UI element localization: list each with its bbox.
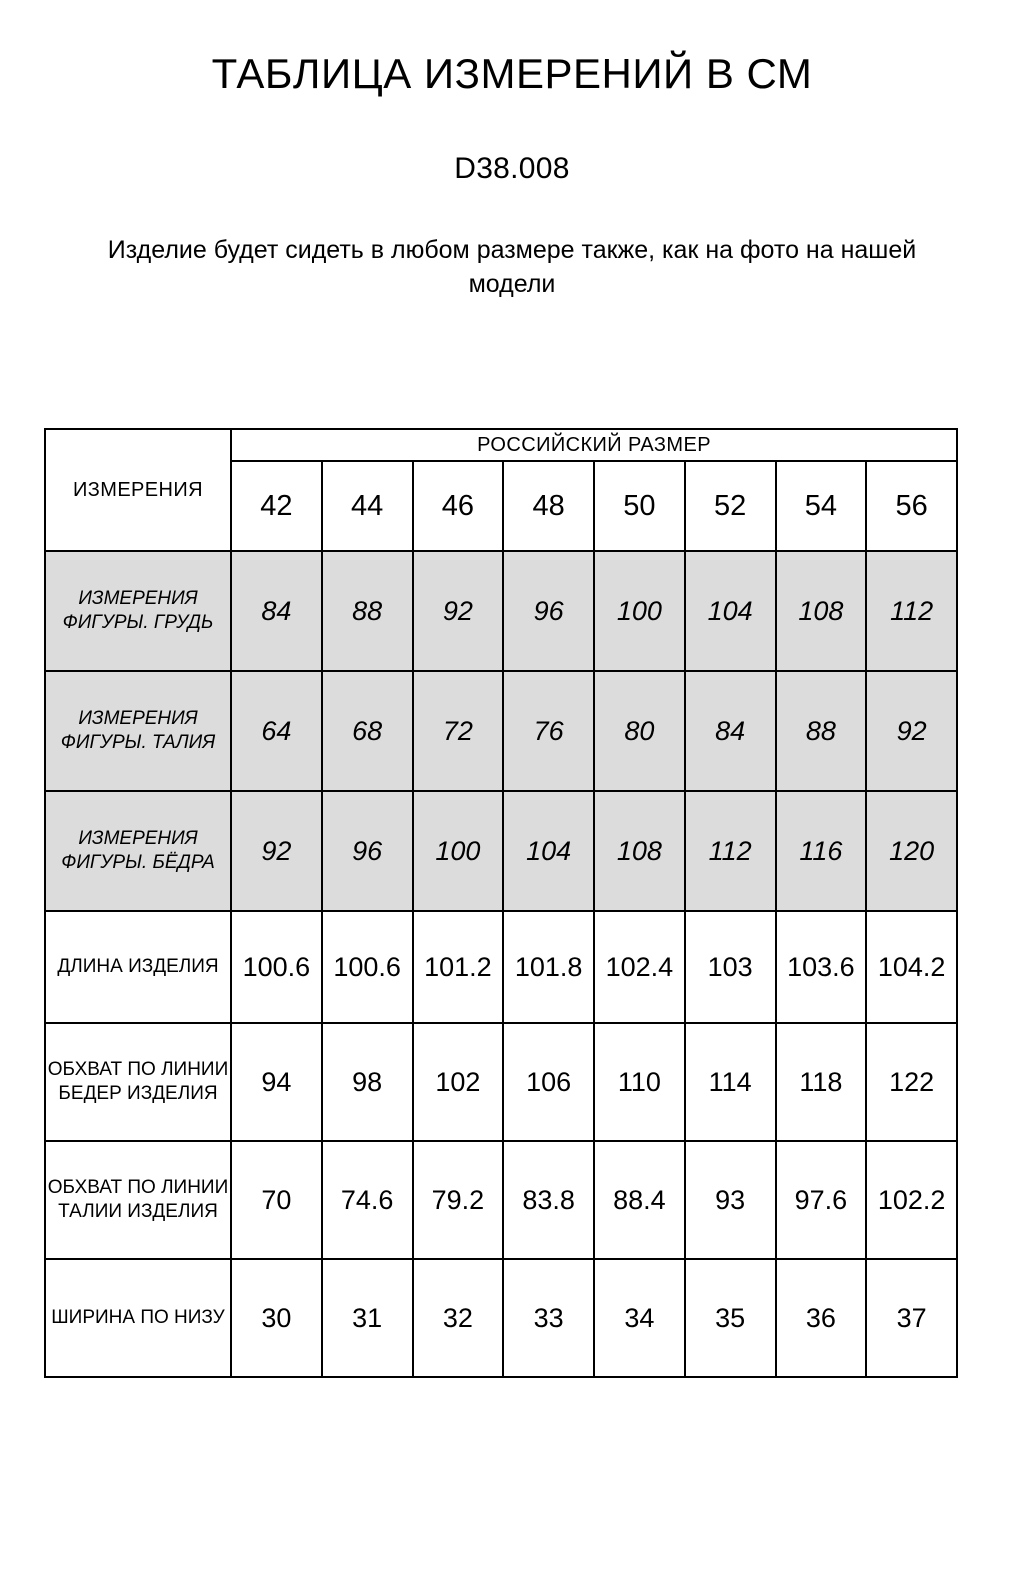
size-header-48: 48 [503,461,594,551]
cell-value: 72 [413,671,504,791]
cell-value: 104.2 [866,911,957,1023]
row-label: ДЛИНА ИЗДЕЛИЯ [45,911,231,1023]
table-body [45,551,957,1377]
cell-value: 104 [503,791,594,911]
cell-value: 92 [413,551,504,671]
cell-value: 80 [594,671,685,791]
cell-value: 36 [776,1259,867,1377]
measurements-table [44,428,958,1378]
size-header-52: 52 [685,461,776,551]
cell-value: 103.6 [776,911,867,1023]
size-header-44: 44 [322,461,413,551]
cell-value: 106 [503,1023,594,1141]
cell-value: 84 [231,551,322,671]
size-header-46: 46 [413,461,504,551]
cell-value: 114 [685,1023,776,1141]
cell-value: 35 [685,1259,776,1377]
cell-value: 110 [594,1023,685,1141]
cell-value: 74.6 [322,1141,413,1259]
cell-value: 88 [322,551,413,671]
fit-note: Изделие будет сидеть в любом размере также, как на фото на нашей модели [107,236,917,298]
cell-value: 102.2 [866,1141,957,1259]
cell-value: 88.4 [594,1141,685,1259]
table-row [45,671,957,791]
measurements-table-container [44,428,956,1378]
cell-value: 84 [685,671,776,791]
cell-value: 101.2 [413,911,504,1023]
table-row [45,911,957,1023]
cell-value: 120 [866,791,957,911]
size-header-42: 42 [231,461,322,551]
size-header-56: 56 [866,461,957,551]
row-label: ОБХВАТ ПО ЛИНИИ БЕДЕР ИЗДЕЛИЯ [45,1023,231,1141]
cell-value: 108 [776,551,867,671]
cell-value: 97.6 [776,1141,867,1259]
row-label: ОБХВАТ ПО ЛИНИИ ТАЛИИ ИЗДЕЛИЯ [45,1141,231,1259]
cell-value: 100 [413,791,504,911]
cell-value: 100.6 [322,911,413,1023]
cell-value: 102 [413,1023,504,1141]
cell-value: 103 [685,911,776,1023]
table-head [45,429,957,551]
cell-value: 33 [503,1259,594,1377]
cell-value: 101.8 [503,911,594,1023]
table-row [45,1023,957,1141]
cell-value: 104 [685,551,776,671]
cell-value: 83.8 [503,1141,594,1259]
cell-value: 68 [322,671,413,791]
cell-value: 37 [866,1259,957,1377]
cell-value: 32 [413,1259,504,1377]
page-title: ТАБЛИЦА ИЗМЕРЕНИЙ В СМ [211,50,813,97]
cell-value: 100.6 [231,911,322,1023]
cell-value: 92 [231,791,322,911]
cell-value: 31 [322,1259,413,1377]
cell-value: 118 [776,1023,867,1141]
row-label: ШИРИНА ПО НИЗУ [45,1259,231,1377]
cell-value: 64 [231,671,322,791]
cell-value: 96 [503,551,594,671]
cell-value: 93 [685,1141,776,1259]
table-row [45,551,957,671]
measurements-column-header: ИЗМЕРЕНИЯ [45,429,231,551]
size-header-54: 54 [776,461,867,551]
cell-value: 112 [685,791,776,911]
cell-value: 70 [231,1141,322,1259]
cell-value: 79.2 [413,1141,504,1259]
cell-value: 34 [594,1259,685,1377]
row-label: ИЗМЕРЕНИЯ ФИГУРЫ. БЁДРА [45,791,231,911]
document-header [0,0,1024,302]
row-label: ИЗМЕРЕНИЯ ФИГУРЫ. ТАЛИЯ [45,671,231,791]
cell-value: 116 [776,791,867,911]
cell-value: 30 [231,1259,322,1377]
row-label: ИЗМЕРЕНИЯ ФИГУРЫ. ГРУДЬ [45,551,231,671]
cell-value: 102.4 [594,911,685,1023]
table-row [45,1259,957,1377]
size-header-50: 50 [594,461,685,551]
cell-value: 98 [322,1023,413,1141]
table-row [45,791,957,911]
russian-size-group-header: РОССИЙСКИЙ РАЗМЕР [231,429,957,461]
cell-value: 108 [594,791,685,911]
table-row [45,1141,957,1259]
cell-value: 88 [776,671,867,791]
table-head-group-row [45,429,957,461]
product-code: D38.008 [454,152,570,186]
cell-value: 112 [866,551,957,671]
cell-value: 100 [594,551,685,671]
cell-value: 92 [866,671,957,791]
cell-value: 94 [231,1023,322,1141]
cell-value: 122 [866,1023,957,1141]
cell-value: 76 [503,671,594,791]
cell-value: 96 [322,791,413,911]
